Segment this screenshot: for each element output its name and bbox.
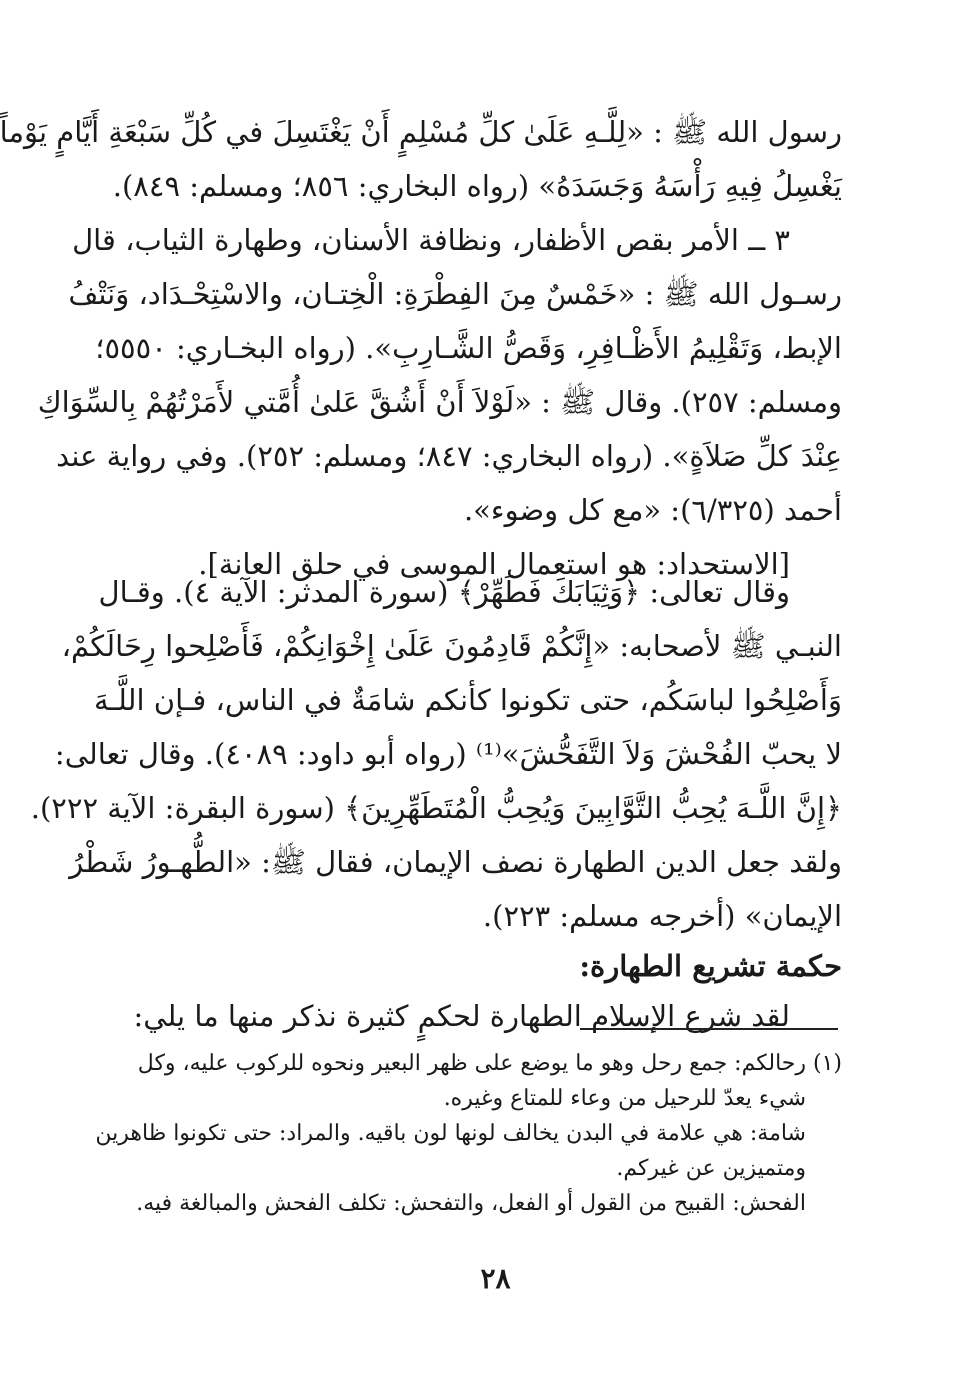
text-line: وقال تعالى: ﴿وَثِيَابَكَ فَطَهِّرْ﴾ (سورة المدثر: الآية ٤). وقـال — [98, 575, 790, 609]
definition-note: [الاستحداد: هو استعمال الموسى في حلق العانة]. — [198, 547, 790, 581]
section-heading: حكمة تشريع الطهارة: — [579, 949, 842, 983]
text-line: ٣ ــ الأمر بقص الأظفار، ونظافة الأسنان، وطهارة الثياب، قال — [72, 223, 790, 257]
text-line: يَغْسِلُ فِيهِ رَأْسَهُ وَجَسَدَهُ» (رواه البخاري: ٨٥٦؛ ومسلم: ٨٤٩). — [112, 169, 842, 203]
text-line: ولقد جعل الدين الطهارة نصف الإيمان، فقال ﷺ: «الطُّهـورُ شَطْرُ — [69, 845, 842, 879]
text-line: لقد شرع الإسلام الطهارة لحكمٍ كثيرة نذكر منها ما يلي: — [133, 999, 790, 1033]
footnote-line: شيء يعدّ للرحيل من وعاء للمتاع وغيره. — [443, 1086, 806, 1111]
text-line: وَأَصْلِحُوا لباسَكُم، حتى تكونوا كأنكم شامَةٌ في الناس، فـإن اللَّـهَ — [94, 683, 842, 717]
text-line: أحمد (٦/٣٢٥): «مع كل وضوء». — [463, 493, 842, 527]
footnote-line: شامة: هي علامة في البدن يخالف لونها لون باقيه. والمراد: حتى تكونوا ظاهرين — [95, 1121, 806, 1146]
footnotes — [95, 1046, 842, 1221]
text-line: الإبط، وَتَقْلِيمُ الأَظْـافِرِ، وَقَصُّ الشَّـارِبِ». (رواه البخـاري: ٥٥٥٠؛ — [95, 331, 842, 365]
footnote-separator — [580, 1028, 838, 1030]
text-line: عِنْدَ كلِّ صَلاَةٍ». (رواه البخاري: ٨٤٧؛ ومسلم: ٢٥٢). وفي رواية عند — [56, 439, 842, 473]
main-text — [0, 105, 842, 591]
text-line: لا يحبّ الفُحْشَ وَلاَ التَّفَحُّشَ»⁽¹⁾ (رواه أبو داود: ٤٠٨٩). وقال تعالى: — [54, 737, 842, 771]
text-line: النبـي ﷺ لأصحابه: «إِنَّكُمْ قَادِمُونَ عَلَىٰ إِخْوَانِكُمْ، فَأَصْلِحوا رِحَالَكُمْ، — [61, 629, 842, 663]
footnote-line: الفحش: القبيح من القول أو الفعل، والتفحش: تكلف الفحش والمبالغة فيه. — [136, 1191, 806, 1216]
page-number: ٢٨ — [480, 1262, 511, 1295]
text-line: الإيمان» (أخرجه مسلم: ٢٢٣). — [482, 899, 842, 933]
text-line: ومسلم: ٢٥٧). وقال ﷺ : «لَوْلاَ أَنْ أَشُقَّ عَلىٰ أُمَّتي لأَمَرْتُهُمْ بِالسِّوَاكِ — [37, 385, 842, 419]
main-text-continued — [30, 565, 842, 1043]
text-line: رسول الله ﷺ : «لِلَّـهِ عَلَىٰ كلِّ مُسْلِمٍ أَنْ يَغْتَسِلَ في كُلِّ سَبْعَةِ أَيَّامٍ يَوْماً — [0, 115, 842, 149]
footnote-line: (١) رحالكم: جمع رحل وهو ما يوضع على ظهر البعير ونحوه للركوب عليه، وكل — [137, 1051, 842, 1076]
footnote-line: ومتميزين عن غيركم. — [616, 1156, 806, 1181]
text-line: رسـول الله ﷺ : «خَمْسٌ مِنَ الفِطْرَةِ: الْخِتـان، والاسْتِحْـدَاد، وَنَتْفُ — [68, 277, 842, 311]
text-line: ﴿إِنَّ اللَّـهَ يُحِبُّ التَّوَّابِينَ وَيُحِبُّ الْمُتَطَهِّرِينَ﴾ (سورة البقرة: الآية ٢٢٢). — [30, 791, 842, 825]
